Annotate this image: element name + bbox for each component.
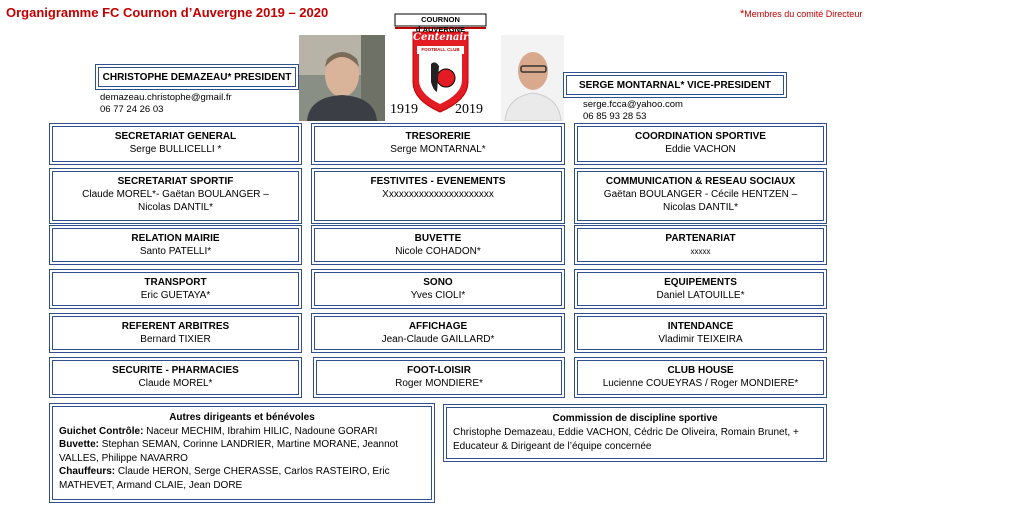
vice-president-contact <box>583 99 683 123</box>
note-star: * <box>740 8 745 20</box>
box-text: Eric GUETAYA* <box>140 290 211 301</box>
note-text: Membres du comité Directeur <box>744 9 863 19</box>
logo-ribbon-text: FOOTBALL CLUB <box>421 47 460 52</box>
president-email: demazeau.christophe@gmail.fr <box>100 92 232 103</box>
box-title: CLUB HOUSE <box>667 365 734 376</box>
club-logo <box>390 12 488 122</box>
box-text: Lucienne COUEYRAS / Roger MONDIERE* <box>602 378 799 389</box>
box-autres-dirigeants <box>52 406 432 500</box>
box-text: xxxxx <box>690 247 711 256</box>
box-referent-arbitres <box>52 316 299 350</box>
box-transport <box>52 272 299 306</box>
box-festivites <box>314 171 562 221</box>
committee-note <box>740 8 862 20</box>
box-sono <box>314 272 562 306</box>
box-text: Xxxxxxxxxxxxxxxxxxxxxx <box>382 189 494 200</box>
box-commission-discipline <box>446 407 824 459</box>
box-text: Claude MOREL* <box>138 378 213 389</box>
chauffeurs-line <box>59 465 425 492</box>
box-text: Claude MOREL*- Gaëtan BOULANGER – <box>82 189 269 200</box>
box-communication <box>577 171 824 221</box>
box-title: COORDINATION SPORTIVE <box>635 131 766 142</box>
guichet-line <box>59 425 425 439</box>
president-phone: 06 77 24 26 03 <box>100 104 164 115</box>
box-title: INTENDANCE <box>667 321 734 332</box>
logo-top-text: COURNON d’AUVERGNE <box>415 15 466 34</box>
box-text: Santo PATELLI* <box>139 246 212 257</box>
box-securite-pharmacies <box>52 360 299 395</box>
president-photo <box>299 35 385 121</box>
box-secretariat-sportif <box>52 171 299 221</box>
buvette-label: Buvette: <box>59 439 100 450</box>
box-title: SECURITE - PHARMACIES <box>112 365 239 376</box>
box-title: SONO <box>423 277 453 288</box>
box-intendance <box>577 316 824 350</box>
president-label: CHRISTOPHE DEMAZEAU* PRESIDENT <box>98 67 296 87</box>
box-text-2: Nicolas DANTIL* <box>137 202 214 213</box>
box-text: Vladimir TEIXEIRA <box>658 334 743 345</box>
box-club-house <box>577 360 824 395</box>
box-equipements <box>577 272 824 306</box>
box-title: SECRETARIAT SPORTIF <box>117 176 234 187</box>
box-title: FOOT-LOISIR <box>407 365 471 376</box>
chauffeurs-text: Claude HERON, Serge CHERASSE, Carlos RASTEIRO, Eric MATHEVET, Armand CLAIE, Jean DORE <box>59 466 390 491</box>
box-title: EQUIPEMENTS <box>664 277 737 288</box>
box-text-2: Nicolas DANTIL* <box>662 202 739 213</box>
box-text: Bernard TIXIER <box>140 334 211 345</box>
box-title: COMMUNICATION & RESEAU SOCIAUX <box>605 176 796 187</box>
box-text: Eddie VACHON <box>665 144 736 155</box>
box-secretariat-general <box>52 126 299 162</box>
box-title: TRANSPORT <box>144 277 207 288</box>
discipline-text: Christophe Demazeau, Eddie VACHON, Cédric De Oliveira, Romain Brunet, + Educateur & Dirigeant de l’équipe concernée <box>453 427 799 452</box>
box-title: REFERENT ARBITRES <box>121 321 230 332</box>
box-title: RELATION MAIRIE <box>131 233 220 244</box>
box-relation-mairie <box>52 228 299 262</box>
box-text: Daniel LATOUILLE* <box>656 290 745 301</box>
vice-president-email: serge.fcca@yahoo.com <box>583 99 683 110</box>
box-buvette <box>314 228 562 262</box>
box-title: BUVETTE <box>414 233 462 244</box>
vice-president-label: SERGE MONTARNAL* VICE-PRESIDENT <box>566 75 784 95</box>
box-text: Nicole COHADON* <box>395 246 481 257</box>
box-title: TRESORERIE <box>405 131 471 142</box>
box-title: PARTENARIAT <box>665 233 736 244</box>
box-title: FESTIVITES - EVENEMENTS <box>370 176 506 187</box>
logo-year-right: 2019 <box>455 102 483 117</box>
logo-script-text: Centenaire <box>413 32 475 43</box>
box-text: Yves CIOLI* <box>410 290 466 301</box>
box-text: Jean-Claude GAILLARD* <box>381 334 495 345</box>
box-title: SECRETARIAT GENERAL <box>114 131 237 142</box>
buvette-text: Stephan SEMAN, Corinne LANDRIER, Martine MORANE, Jeannot VALLES, Philippe NAVARRO <box>59 439 399 464</box>
logo-year-left: 1919 <box>390 102 418 117</box>
chauffeurs-label: Chauffeurs: <box>59 466 116 477</box>
vice-president-phone: 06 85 93 28 53 <box>583 111 647 122</box>
page-title: Organigramme FC Cournon d’Auvergne 2019 – 2020 <box>6 5 329 20</box>
box-tresorerie <box>314 126 562 162</box>
box-foot-loisir <box>316 360 562 395</box>
box-text: Serge BULLICELLI * <box>129 144 222 155</box>
box-text: Gaëtan BOULANGER - Cécile HENTZEN – <box>603 189 798 200</box>
box-text: Serge MONTARNAL* <box>390 144 486 155</box>
buvette-line <box>59 438 425 465</box>
guichet-text: Naceur MECHIM, Ibrahim HILIC, Nadoune GORARI <box>143 425 378 437</box>
vice-president-photo <box>501 35 564 121</box>
box-partenariat <box>577 228 824 262</box>
box-text: Roger MONDIERE* <box>395 378 483 389</box>
box-title: Autres dirigeants et bénévoles <box>169 412 315 423</box>
president-contact <box>100 92 232 116</box>
box-coordination-sportive <box>577 126 824 162</box>
box-title: AFFICHAGE <box>408 321 468 332</box>
box-affichage <box>314 316 562 350</box>
guichet-label: Guichet Contrôle: <box>59 425 144 437</box>
box-title: Commission de discipline sportive <box>552 413 718 424</box>
